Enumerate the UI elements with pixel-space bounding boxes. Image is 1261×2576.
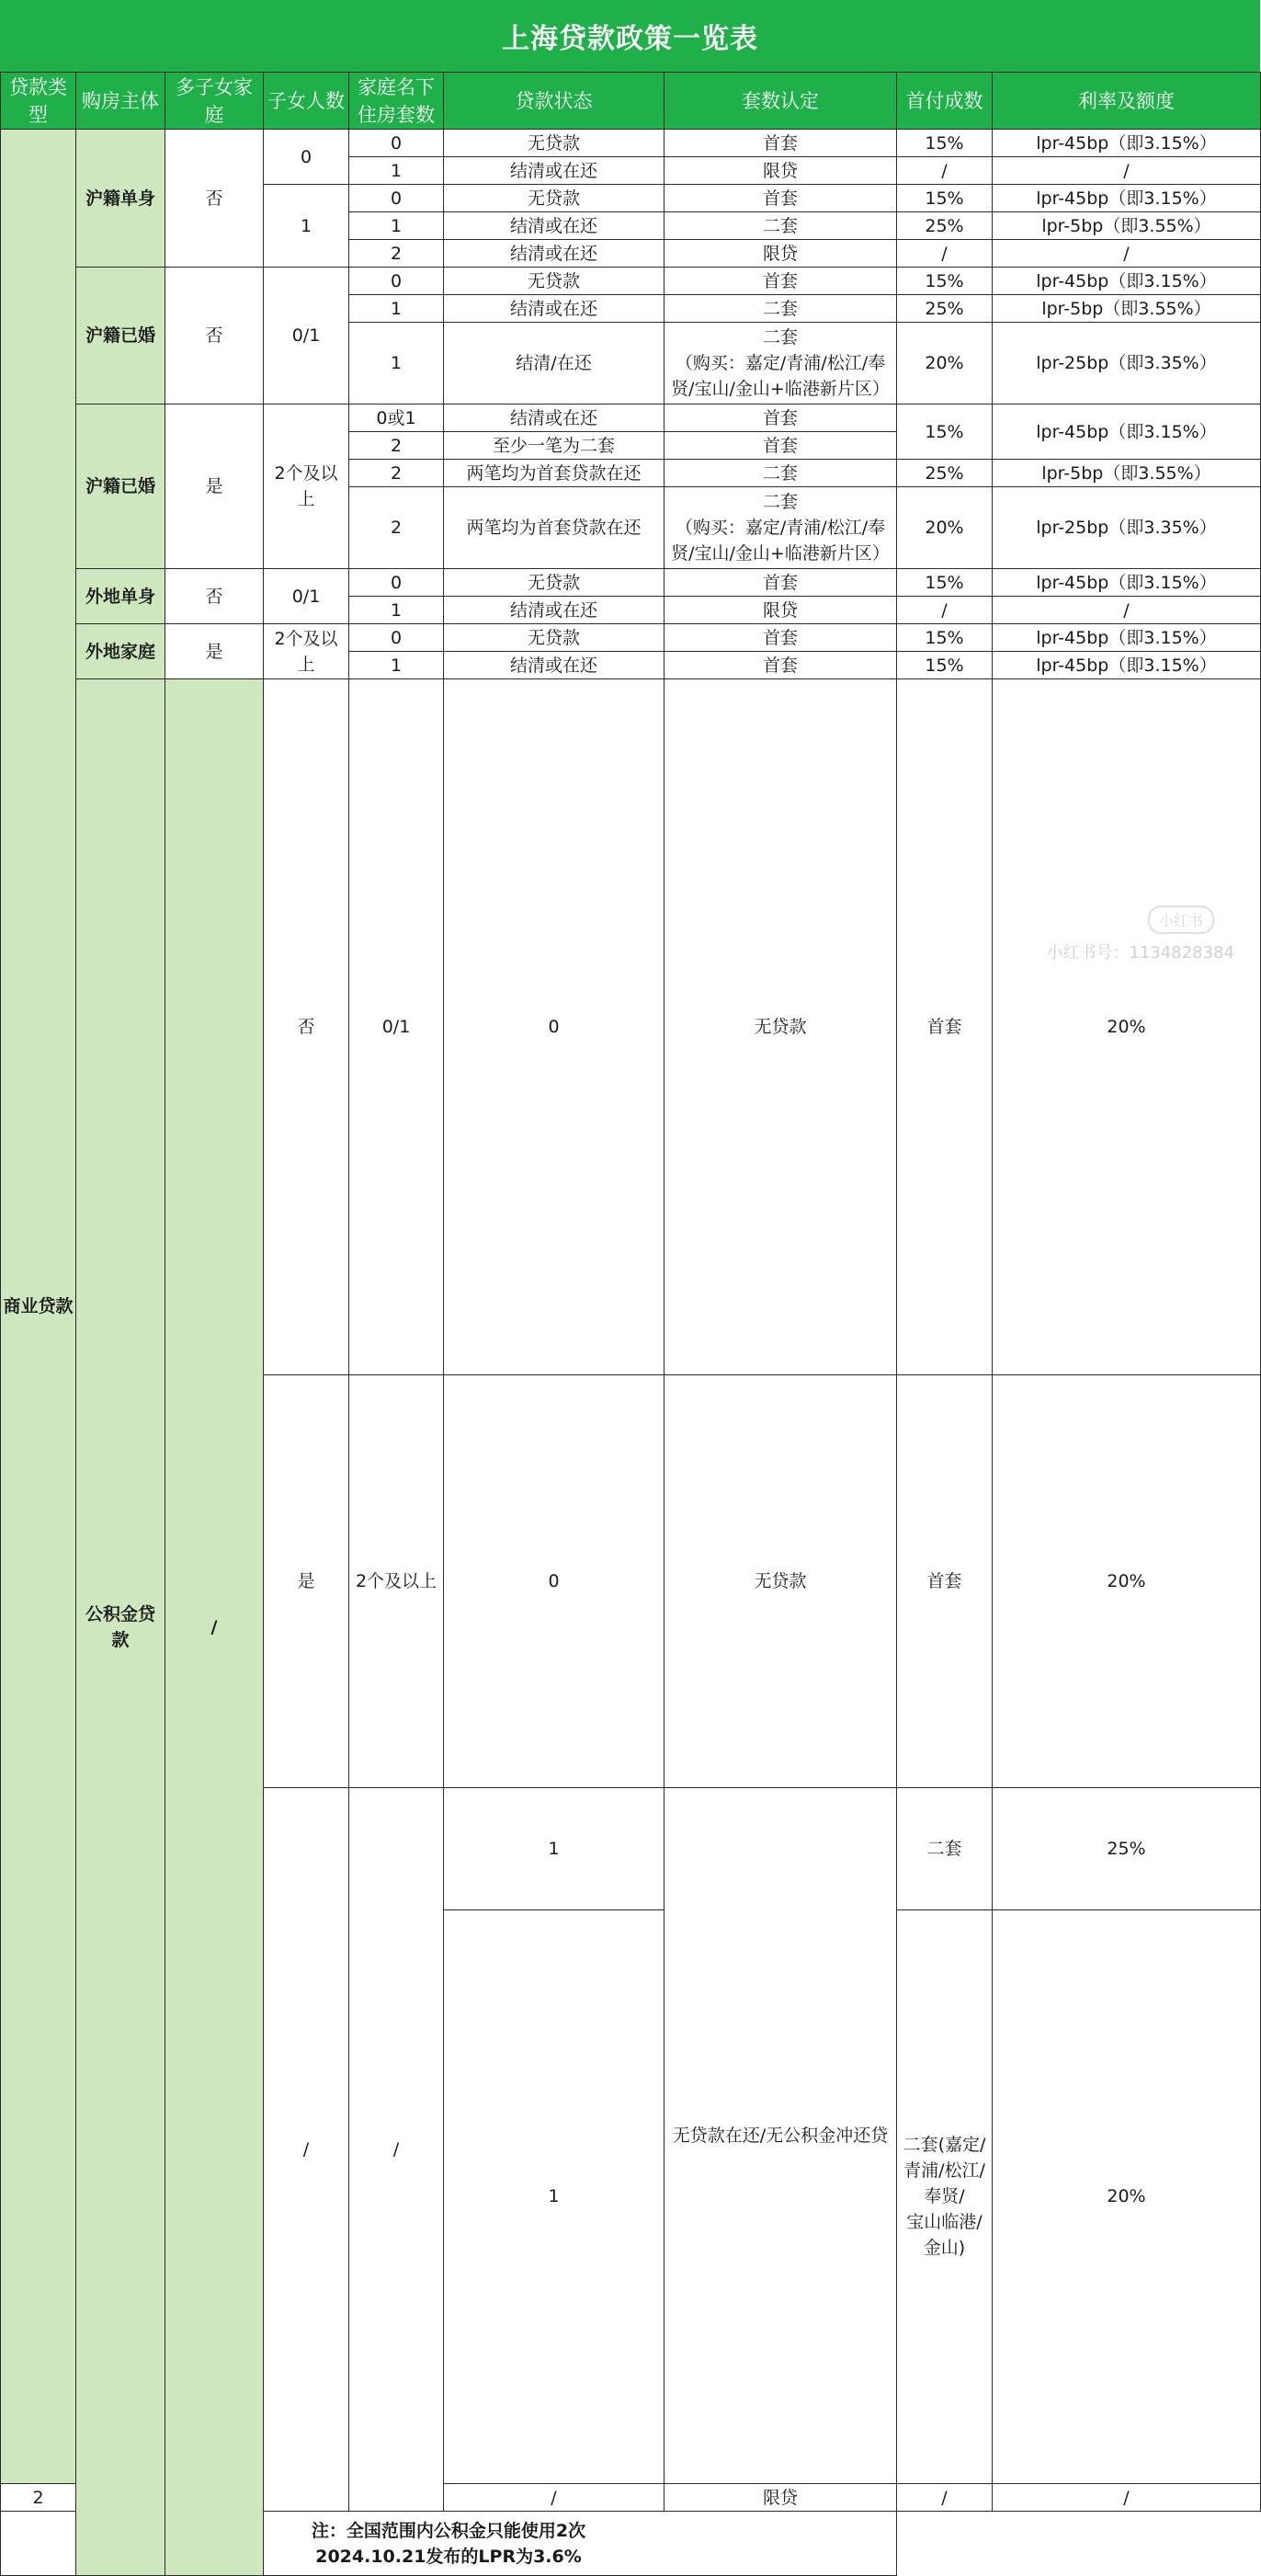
count-line: 贤/宝山/金山+临港新片区） [671, 379, 890, 399]
header-loan-status: 贷款状态 [444, 73, 665, 130]
header-child-count: 子女人数 [264, 73, 349, 130]
houses-cell: 2 [349, 240, 444, 268]
count-cell [665, 487, 897, 569]
count-cell: 二套 [665, 460, 897, 487]
rate-cell: lpr-5bp（即3.55%） [993, 460, 1261, 487]
count-cell [665, 323, 897, 405]
count-cell [897, 1909, 993, 2483]
status-cell: 无贷款 [444, 268, 665, 295]
multi-child-cell: 否 [165, 268, 264, 405]
down-cell: 15% [897, 569, 993, 597]
note-line: 注：全国范围内公积金只能使用2次 [311, 2520, 586, 2541]
table-row [1, 268, 1261, 295]
notes-row [1, 2512, 1261, 2576]
rate-cell: lpr-45bp（即3.15%） [993, 569, 1261, 597]
houses-cell: 1 [349, 597, 444, 624]
down-cell: / [897, 157, 993, 185]
count-cell: 限贷 [665, 157, 897, 185]
count-cell: 首套 [665, 405, 897, 432]
houses-cell: 0 [349, 569, 444, 597]
header-multi-child: 多子女家庭 [165, 73, 264, 130]
down-cell: / [897, 2484, 993, 2512]
note-line: 2024.10.21发布的LPR为3.6% [315, 2546, 582, 2567]
category-commercial: 商业贷款 [1, 130, 76, 2484]
count-cell: 首套 [665, 185, 897, 212]
down-cell: 20% [993, 679, 1261, 1375]
status-cell: 无贷款 [444, 130, 665, 157]
down-cell: 25% [897, 460, 993, 487]
header-row [1, 73, 1261, 130]
count-cell: 限贷 [665, 597, 897, 624]
subject-sh-married-multi: 沪籍已婚 [76, 405, 165, 569]
houses-cell: 0 [444, 1375, 665, 1788]
status-cell: 结清或在还 [444, 652, 665, 679]
count-cell: 二套 [665, 295, 897, 323]
count-cell: 限贷 [665, 240, 897, 268]
down-cell: 15% [897, 130, 993, 157]
count-cell: 限贷 [665, 2484, 897, 2512]
header-buyer: 购房主体 [76, 73, 165, 130]
status-cell: 无贷款 [665, 679, 897, 1375]
down-cell: 15% [897, 185, 993, 212]
count-cell: 首套 [665, 130, 897, 157]
count-line: 二套(嘉定/青浦/松江/奉贤/ [903, 2135, 986, 2207]
kids-cell: 2个及以上 [349, 1375, 444, 1788]
header-down-payment: 首付成数 [897, 73, 993, 130]
houses-cell: 1 [349, 212, 444, 240]
kids-cell: 0/1 [349, 679, 444, 1375]
status-cell: 结清或在还 [444, 597, 665, 624]
houses-cell: 2 [349, 487, 444, 569]
watermark-id: 小红书号：1134828384 [1046, 943, 1234, 963]
houses-cell: 0 [349, 130, 444, 157]
table-row [1, 130, 1261, 157]
status-cell: / [444, 2484, 665, 2512]
table-row [1, 624, 1261, 652]
rate-cell: / [993, 2484, 1261, 2512]
down-cell: 25% [897, 212, 993, 240]
houses-cell: 1 [349, 295, 444, 323]
kids-cell: 0/1 [264, 569, 349, 624]
kids-cell: 0 [264, 130, 349, 185]
houses-cell: 0 [349, 268, 444, 295]
down-cell: 20% [993, 1375, 1261, 1788]
status-cell: 无贷款 [665, 1375, 897, 1788]
rate-cell: / [993, 240, 1261, 268]
down-cell: 15% [897, 652, 993, 679]
status-cell: 至少一笔为二套 [444, 432, 665, 460]
count-cell: 首套 [665, 569, 897, 597]
count-cell: 首套 [665, 432, 897, 460]
kids-cell: 2个及以上 [264, 624, 349, 679]
kids-cell: 0/1 [264, 268, 349, 405]
down-cell: / [897, 597, 993, 624]
header-loan-type: 贷款类型 [1, 73, 76, 130]
status-cell: 结清/在还 [444, 323, 665, 405]
count-cell: 首套 [897, 1375, 993, 1788]
status-cell: 结清或在还 [444, 405, 665, 432]
multi-child-cell: 否 [264, 679, 349, 1375]
down-cell: 25% [897, 295, 993, 323]
houses-cell: 1 [444, 1909, 665, 2483]
subject-fund: / [165, 679, 264, 2576]
count-line: （购买：嘉定/青浦/松江/奉 [675, 518, 886, 538]
multi-child-cell: 是 [165, 624, 264, 679]
status-cell: 结清或在还 [444, 157, 665, 185]
houses-cell: 2 [349, 460, 444, 487]
houses-cell: 1 [349, 652, 444, 679]
kids-cell: 2个及以上 [264, 405, 349, 569]
header-rate: 利率及额度 [993, 73, 1261, 130]
notes-cell [1, 2512, 897, 2576]
subject-nonlocal-single: 外地单身 [76, 569, 165, 624]
rate-cell: lpr-45bp（即3.15%） [993, 130, 1261, 157]
count-line: （购买：嘉定/青浦/松江/奉 [675, 353, 886, 373]
count-cell: 首套 [665, 268, 897, 295]
count-cell: 二套 [897, 1788, 993, 1910]
status-cell: 无贷款在还/无公积金冲还贷 [665, 1788, 897, 2484]
down-cell: 20% [897, 323, 993, 405]
houses-cell: 0 [444, 679, 665, 1375]
houses-cell: 0 [349, 624, 444, 652]
rate-cell: lpr-45bp（即3.15%） [993, 624, 1261, 652]
multi-child-cell: 否 [165, 569, 264, 624]
rate-cell: / [993, 157, 1261, 185]
header-count-rule: 套数认定 [665, 73, 897, 130]
rate-cell: lpr-45bp（即3.15%） [993, 652, 1261, 679]
rate-cell: lpr-45bp（即3.15%） [993, 405, 1261, 460]
table-row [1, 569, 1261, 597]
count-line: 宝山临港/金山) [906, 2212, 983, 2259]
down-cell: / [897, 240, 993, 268]
count-line: 贤/宝山/金山+临港新片区） [671, 543, 890, 564]
header-house-count: 家庭名下住房套数 [349, 73, 444, 130]
kids-cell: / [349, 1788, 444, 2512]
down-cell: 20% [993, 1909, 1261, 2483]
rate-cell: / [993, 597, 1261, 624]
down-cell: 15% [897, 624, 993, 652]
status-cell: 两笔均为首套贷款在还 [444, 460, 665, 487]
status-cell: 结清或在还 [444, 295, 665, 323]
count-cell: 二套 [665, 212, 897, 240]
down-cell: 15% [897, 268, 993, 295]
down-cell: 15% [897, 405, 993, 460]
rate-cell: lpr-25bp（即3.35%） [993, 323, 1261, 405]
rate-cell: lpr-5bp（即3.55%） [993, 295, 1261, 323]
page-title: 上海贷款政策一览表 [0, 0, 1260, 72]
houses-cell: 1 [444, 1788, 665, 1910]
houses-cell: 1 [349, 323, 444, 405]
subject-nonlocal-family: 外地家庭 [76, 624, 165, 679]
count-cell: 首套 [665, 652, 897, 679]
status-cell: 无贷款 [444, 569, 665, 597]
multi-child-cell: 是 [264, 1375, 349, 1788]
table-row [1, 405, 1261, 432]
rate-cell: lpr-5bp（即3.55%） [993, 212, 1261, 240]
subject-sh-single: 沪籍单身 [76, 130, 165, 268]
rate-cell: lpr-25bp（即3.35%） [993, 487, 1261, 569]
count-cell: 首套 [665, 624, 897, 652]
status-cell: 无贷款 [444, 185, 665, 212]
watermark-logo: 小红书 [1148, 906, 1214, 934]
status-cell: 无贷款 [444, 624, 665, 652]
down-cell: 25% [993, 1788, 1261, 1910]
subject-sh-married: 沪籍已婚 [76, 268, 165, 405]
status-cell: 结清或在还 [444, 212, 665, 240]
multi-child-cell: 是 [165, 405, 264, 569]
count-cell: 首套 [897, 679, 993, 1375]
count-line: 二套 [762, 327, 798, 348]
houses-cell: 2 [1, 2484, 76, 2512]
houses-cell: 2 [349, 432, 444, 460]
category-fund: 公积金贷款 [76, 679, 165, 2576]
down-cell: 20% [897, 487, 993, 569]
houses-cell: 0 [349, 185, 444, 212]
count-line: 二套 [762, 492, 798, 512]
rate-cell: lpr-45bp（即3.15%） [993, 268, 1261, 295]
multi-child-cell: 否 [165, 130, 264, 268]
multi-child-cell: / [264, 1788, 349, 2512]
kids-cell: 1 [264, 185, 349, 268]
houses-cell: 0或1 [349, 405, 444, 432]
policy-table [0, 72, 1261, 2576]
rate-cell: lpr-45bp（即3.15%） [993, 185, 1261, 212]
status-cell: 两笔均为首套贷款在还 [444, 487, 665, 569]
houses-cell: 1 [349, 157, 444, 185]
status-cell: 结清或在还 [444, 240, 665, 268]
table-row [1, 679, 1261, 1375]
